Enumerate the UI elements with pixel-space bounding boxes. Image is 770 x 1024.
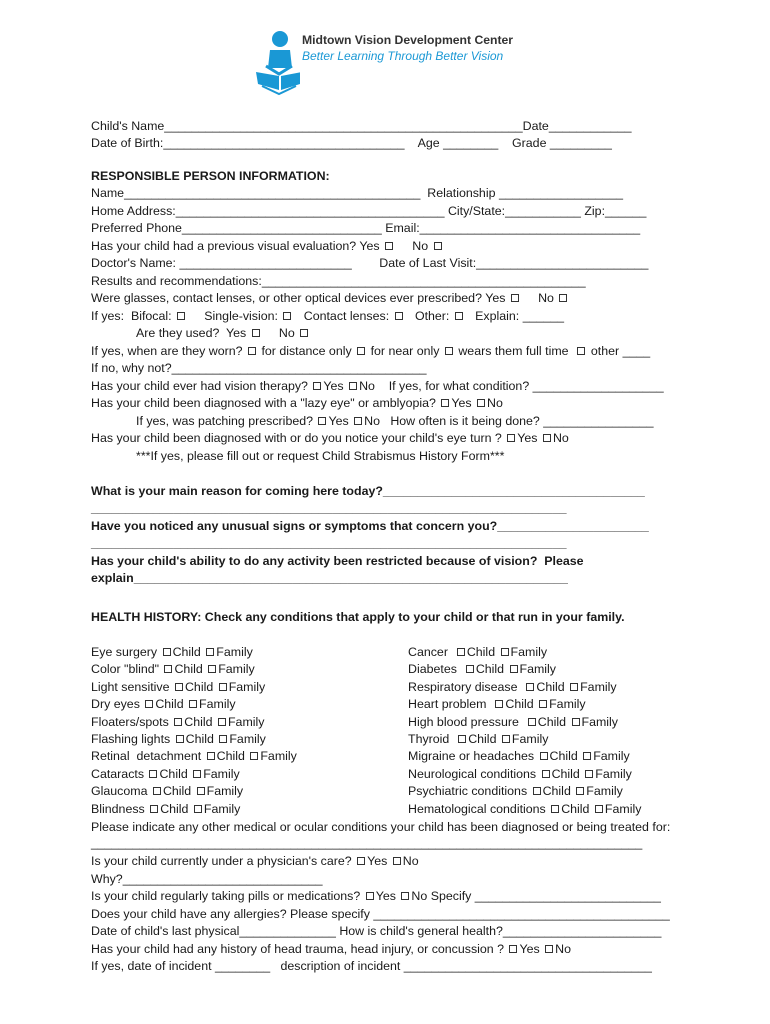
- no-label: No: [411, 889, 428, 903]
- therapy-row: [91, 379, 664, 394]
- child-label: Child: [155, 697, 184, 712]
- logo: [252, 28, 512, 98]
- checkbox[interactable]: [395, 312, 403, 320]
- child-label: Child: [184, 714, 213, 729]
- checkbox[interactable]: [434, 242, 442, 250]
- how-often-field[interactable]: ________________: [543, 414, 654, 428]
- condition-label: Dry eyes: [91, 697, 140, 712]
- condition-row: [91, 680, 265, 695]
- condition-label: Eye surgery: [91, 645, 158, 659]
- family-label: Family: [586, 784, 623, 799]
- condition-row: [408, 697, 586, 712]
- doctors-name-field[interactable]: _________________________: [179, 256, 352, 270]
- family-checkbox[interactable]: [219, 735, 227, 743]
- yes-label: Yes: [328, 414, 349, 428]
- name-label: Name: [91, 186, 125, 200]
- condition-row: [91, 697, 236, 712]
- checkbox[interactable]: [477, 399, 485, 407]
- child-checkbox[interactable]: [458, 735, 466, 743]
- family-label: Family: [260, 749, 297, 764]
- no-label: No: [412, 239, 429, 253]
- age-label: Age: [417, 136, 440, 150]
- condition-row: [91, 715, 264, 730]
- org-name: Midtown Vision Development Center: [302, 33, 514, 47]
- date-label: Date: [522, 119, 549, 133]
- no-label: No: [487, 396, 503, 410]
- child-label: Child: [549, 749, 578, 764]
- therapy-question: Has your child ever had vision therapy?: [91, 379, 308, 393]
- condition-label: Flashing lights: [91, 732, 171, 746]
- other-conditions-line[interactable]: ________________________________________________________________________________: [91, 836, 643, 850]
- condition-label: Diabetes: [408, 662, 461, 677]
- family-label: Family: [203, 801, 241, 816]
- email-label: Email:: [385, 221, 420, 235]
- child-label: Child: [561, 801, 590, 816]
- date-field[interactable]: ____________: [548, 119, 632, 133]
- family-label: Family: [593, 749, 630, 764]
- relationship-label: Relationship: [427, 186, 496, 200]
- yes-label: Yes: [451, 396, 472, 410]
- child-label: Child: [475, 662, 505, 677]
- contact-lenses-label: Contact lenses:: [303, 309, 390, 323]
- explain-field[interactable]: _______________________________________________________________: [133, 571, 568, 585]
- no-label: No: [364, 414, 380, 428]
- condition-row: [408, 749, 630, 764]
- glasses-question: Were glasses, contact lenses, or other optical devices ever prescribed?: [91, 291, 482, 305]
- why-row: [91, 872, 323, 887]
- child-checkbox[interactable]: [145, 700, 153, 708]
- incident-row: [91, 959, 652, 974]
- family-checkbox[interactable]: [595, 805, 603, 813]
- condition-label: Thyroid: [408, 732, 453, 746]
- doctors-name-label: Doctor's Name:: [91, 256, 176, 270]
- condition-row: [408, 802, 641, 817]
- used-question: Are they used?: [136, 326, 220, 340]
- checkbox[interactable]: [559, 294, 567, 302]
- bifocal-label: Bifocal:: [130, 309, 172, 323]
- checkbox[interactable]: [252, 329, 260, 337]
- how-often-label: How often is it being done?: [390, 414, 540, 428]
- childs-name-label: Child's Name: [91, 119, 165, 133]
- checkbox[interactable]: [300, 329, 308, 337]
- relationship-field[interactable]: __________________: [498, 186, 623, 200]
- condition-label: Hematological conditions: [408, 801, 546, 816]
- why-field[interactable]: _____________________________: [122, 872, 323, 886]
- reading-child-logo-icon: [252, 28, 300, 96]
- condition-label: Light sensitive: [91, 679, 170, 694]
- zip-field[interactable]: ______: [605, 204, 647, 218]
- grade-field[interactable]: _________: [549, 136, 612, 150]
- condition-label: Retinal detachment: [91, 749, 202, 764]
- condition-row: [91, 767, 240, 782]
- distance-label: for distance only: [261, 344, 352, 358]
- family-label: Family: [595, 766, 632, 781]
- family-checkbox[interactable]: [208, 665, 216, 673]
- incident-date-field[interactable]: ________: [215, 959, 271, 973]
- email-field[interactable]: ________________________________: [419, 221, 641, 235]
- no-label: No: [402, 854, 419, 868]
- main-reason-row: [91, 484, 645, 499]
- child-label: Child: [468, 732, 497, 746]
- physician-question: Is your child currently under a physician's care?: [91, 854, 352, 868]
- checkbox[interactable]: [366, 892, 374, 900]
- checkbox[interactable]: [349, 382, 357, 390]
- yes-label: Yes: [226, 326, 247, 340]
- checkbox[interactable]: [357, 347, 365, 355]
- used-row: [136, 326, 310, 341]
- family-checkbox[interactable]: [218, 718, 226, 726]
- child-checkbox[interactable]: [174, 718, 182, 726]
- child-checkbox[interactable]: [533, 787, 541, 795]
- phone-field[interactable]: _____________________________: [181, 221, 382, 235]
- condition-row: [408, 784, 623, 799]
- checkbox[interactable]: [543, 434, 551, 442]
- family-label: Family: [604, 801, 642, 816]
- no-label: No: [555, 942, 571, 956]
- checkbox[interactable]: [545, 945, 553, 953]
- checkbox[interactable]: [577, 347, 585, 355]
- child-label: Child: [185, 732, 214, 746]
- family-label: Family: [203, 766, 240, 781]
- yes-label: Yes: [485, 291, 506, 305]
- condition-row: [91, 732, 266, 747]
- condition-label: Psychiatric conditions: [408, 784, 528, 799]
- child-checkbox[interactable]: [150, 805, 158, 813]
- org-tagline: Better Learning Through Better Vision: [302, 49, 504, 63]
- family-label: Family: [229, 732, 266, 746]
- eye-turn-question: Has your child been diagnosed with or do you notice your child's eye turn ?: [91, 431, 502, 445]
- child-checkbox[interactable]: [163, 648, 171, 656]
- main-reason-question: What is your main reason for coming here today?: [91, 484, 383, 498]
- child-label: Child: [536, 679, 565, 694]
- family-label: Family: [216, 645, 253, 659]
- condition-label: Migraine or headaches: [408, 749, 535, 764]
- child-label: Child: [466, 645, 496, 659]
- child-label: Child: [162, 784, 192, 799]
- child-checkbox[interactable]: [457, 648, 465, 656]
- signs-field[interactable]: ______________________: [497, 519, 649, 533]
- allergies-question: Does your child have any allergies? Please specify: [91, 907, 370, 921]
- family-checkbox[interactable]: [206, 648, 214, 656]
- other-label: Other:: [414, 309, 450, 323]
- last-visit-field[interactable]: _________________________: [476, 256, 649, 270]
- child-checkbox[interactable]: [542, 770, 550, 778]
- family-label: Family: [511, 732, 549, 746]
- child-checkbox[interactable]: [149, 770, 157, 778]
- child-checkbox[interactable]: [540, 752, 548, 760]
- condition-label: High blood pressure: [408, 714, 523, 729]
- child-checkbox[interactable]: [551, 805, 559, 813]
- incident-description-label: description of incident: [280, 959, 401, 973]
- phone-label: Preferred Phone: [91, 221, 182, 235]
- yes-label: Yes: [359, 239, 380, 253]
- family-label: Family: [206, 784, 244, 799]
- condition-row: [408, 680, 617, 695]
- main-reason-field[interactable]: ______________________________________: [382, 484, 645, 498]
- signs-line[interactable]: _____________________________________________________________________: [91, 536, 567, 550]
- family-checkbox[interactable]: [585, 770, 593, 778]
- yes-label: Yes: [517, 431, 538, 445]
- restricted-question: Has your child's ability to do any activity been restricted because of vision? Please: [91, 554, 584, 568]
- yes-label: Yes: [519, 942, 540, 956]
- why-label: Why?: [91, 872, 123, 886]
- single-vision-label: Single-vision:: [204, 309, 278, 323]
- doctor-row: [91, 256, 648, 271]
- lens-type-row: [91, 309, 564, 324]
- child-checkbox[interactable]: [528, 718, 536, 726]
- responsible-title: RESPONSIBLE PERSON INFORMATION:: [91, 169, 330, 183]
- condition-row: [91, 784, 243, 799]
- family-checkbox[interactable]: [189, 700, 197, 708]
- checkbox[interactable]: [401, 892, 409, 900]
- condition-label: Floaters/spots: [91, 714, 169, 729]
- specify-label: Specify: [430, 889, 472, 903]
- family-label: Family: [580, 679, 617, 694]
- other-field[interactable]: ____: [622, 344, 651, 358]
- family-label: Family: [549, 697, 586, 712]
- family-label: Family: [519, 662, 556, 677]
- family-checkbox[interactable]: [194, 805, 202, 813]
- why-not-field[interactable]: _____________________________________: [171, 361, 427, 375]
- family-checkbox[interactable]: [576, 787, 584, 795]
- prev-eval-question: Has your child had a previous visual evaluation?: [91, 239, 357, 253]
- strabismus-note: ***If yes, please fill out or request Child Strabismus History Form***: [136, 449, 505, 463]
- childs-name-field[interactable]: ____________________________________________________: [164, 119, 523, 133]
- family-checkbox[interactable]: [570, 683, 578, 691]
- specify-field[interactable]: ___________________________: [474, 889, 661, 903]
- prev-eval-row: [91, 239, 444, 254]
- pills-question: Is your child regularly taking pills or medications?: [91, 889, 361, 903]
- condition-label: Blindness: [91, 801, 145, 816]
- condition-label: Neurological conditions: [408, 766, 537, 781]
- condition-label: Cataracts: [91, 766, 145, 781]
- general-health-field[interactable]: _______________________: [502, 924, 662, 938]
- allergies-row: [91, 907, 670, 922]
- worn-row: [91, 344, 650, 359]
- last-physical-label: Date of child's last physical: [91, 924, 240, 938]
- city-state-label: City/State:: [447, 204, 506, 218]
- checkbox[interactable]: [509, 945, 517, 953]
- checkbox[interactable]: [385, 242, 393, 250]
- allergies-field[interactable]: ___________________________________________: [373, 907, 670, 921]
- family-label: Family: [510, 645, 548, 659]
- address-row: [91, 204, 646, 219]
- family-checkbox[interactable]: [572, 718, 580, 726]
- patching-question: If yes, was patching prescribed?: [136, 414, 314, 428]
- family-checkbox[interactable]: [502, 735, 510, 743]
- near-label: for near only: [370, 344, 440, 358]
- family-label: Family: [227, 714, 265, 729]
- checkbox[interactable]: [283, 312, 291, 320]
- child-label: Child: [551, 766, 580, 781]
- family-checkbox[interactable]: [539, 700, 547, 708]
- if-yes-label: If yes:: [91, 309, 125, 323]
- family-checkbox[interactable]: [583, 752, 591, 760]
- results-field[interactable]: _______________________________________________: [261, 274, 586, 288]
- name-field[interactable]: ___________________________________________: [124, 186, 421, 200]
- checkbox[interactable]: [507, 434, 515, 442]
- zip-label: Zip:: [584, 204, 606, 218]
- incident-description-field[interactable]: ____________________________________: [403, 959, 652, 973]
- condition-row: [408, 645, 547, 660]
- child-label: Child: [160, 801, 189, 816]
- checkbox[interactable]: [455, 312, 463, 320]
- health-history-title: HEALTH HISTORY: Check any conditions that apply to your child or that run in your family.: [91, 610, 625, 624]
- results-label: Results and recommendations:: [91, 274, 262, 288]
- condition-row: [408, 715, 618, 730]
- condition-label: Color "blind": [91, 662, 160, 677]
- family-label: Family: [218, 662, 255, 677]
- last-visit-label: Date of Last Visit:: [379, 256, 477, 270]
- child-checkbox[interactable]: [176, 735, 184, 743]
- incident-date-label: If yes, date of incident: [91, 959, 212, 973]
- pills-row: [91, 889, 661, 904]
- family-checkbox[interactable]: [193, 770, 201, 778]
- general-health-label: How is child's general health?: [339, 924, 503, 938]
- grade-label: Grade: [512, 136, 547, 150]
- condition-row: [91, 749, 297, 764]
- name-row: [91, 186, 623, 201]
- dob-row: [91, 136, 612, 151]
- child-checkbox[interactable]: [153, 787, 161, 795]
- child-checkbox[interactable]: [495, 700, 503, 708]
- family-checkbox[interactable]: [197, 787, 205, 795]
- why-not-row: [91, 361, 427, 376]
- checkbox[interactable]: [445, 347, 453, 355]
- family-checkbox[interactable]: [250, 752, 258, 760]
- checkbox[interactable]: [511, 294, 519, 302]
- condition-row: [91, 802, 240, 817]
- child-label: Child: [505, 697, 534, 712]
- last-physical-field[interactable]: ______________: [239, 924, 336, 938]
- main-reason-line[interactable]: _____________________________________________________________________: [91, 501, 567, 515]
- family-checkbox[interactable]: [219, 683, 227, 691]
- phone-row: [91, 221, 640, 236]
- child-label: Child: [216, 749, 245, 764]
- family-label: Family: [228, 679, 266, 694]
- childs-name-row: [91, 119, 632, 134]
- physical-row: [91, 924, 661, 939]
- explain-label: explain: [91, 571, 134, 585]
- checkbox[interactable]: [393, 857, 401, 865]
- what-condition-label: If yes, for what condition?: [388, 379, 530, 393]
- yes-label: Yes: [375, 889, 396, 903]
- child-label: Child: [542, 784, 571, 799]
- explain-label: Explain:: [475, 309, 520, 323]
- child-checkbox[interactable]: [164, 665, 172, 673]
- explain-row: [91, 571, 568, 586]
- other-label: other: [590, 344, 620, 358]
- no-label: No: [552, 431, 569, 445]
- condition-field[interactable]: ___________________: [532, 379, 664, 393]
- physician-row: [91, 854, 419, 869]
- child-checkbox[interactable]: [466, 665, 474, 673]
- glasses-row: [91, 291, 569, 306]
- child-label: Child: [184, 679, 214, 694]
- address-label: Home Address:: [91, 204, 176, 218]
- eye-turn-row: [91, 431, 569, 446]
- city-state-field[interactable]: ___________: [505, 204, 581, 218]
- checkbox[interactable]: [248, 347, 256, 355]
- full-time-label: wears them full time: [458, 344, 569, 358]
- results-row: [91, 274, 586, 289]
- checkbox[interactable]: [441, 399, 449, 407]
- family-label: Family: [199, 697, 236, 712]
- no-label: No: [359, 379, 375, 393]
- condition-label: Cancer: [408, 645, 452, 659]
- child-checkbox[interactable]: [526, 683, 534, 691]
- patching-row: [136, 414, 654, 429]
- address-field[interactable]: _______________________________________: [175, 204, 445, 218]
- child-label: Child: [174, 662, 203, 677]
- family-checkbox[interactable]: [510, 665, 518, 673]
- condition-row: [408, 662, 556, 677]
- no-label: No: [278, 326, 295, 340]
- lazy-eye-row: [91, 396, 503, 411]
- checkbox[interactable]: [354, 417, 362, 425]
- age-field[interactable]: ________: [443, 136, 499, 150]
- head-trauma-row: [91, 942, 571, 957]
- condition-row: [91, 645, 253, 660]
- family-label: Family: [581, 714, 618, 729]
- no-label: No: [538, 291, 554, 305]
- other-conditions-question: Please indicate any other medical or ocular conditions your child has been diagnosed or being treated for:: [91, 820, 671, 834]
- condition-label: Glaucoma: [91, 784, 148, 799]
- condition-row: [91, 662, 255, 677]
- condition-label: Respiratory disease: [408, 679, 521, 694]
- family-checkbox[interactable]: [501, 648, 509, 656]
- lazy-eye-question: Has your child been diagnosed with a "lazy eye" or amblyopia?: [91, 396, 436, 410]
- checkbox[interactable]: [318, 417, 326, 425]
- head-trauma-question: Has your child had any history of head trauma, head injury, or concussion ?: [91, 942, 505, 956]
- child-label: Child: [172, 645, 201, 659]
- why-not-label: If no, why not?: [91, 361, 172, 375]
- condition-label: Heart problem: [408, 697, 490, 712]
- yes-label: Yes: [323, 379, 344, 393]
- dob-field[interactable]: ___________________________________: [163, 136, 405, 150]
- condition-row: [408, 767, 632, 782]
- child-label: Child: [159, 766, 188, 781]
- yes-label: Yes: [367, 854, 388, 868]
- child-checkbox[interactable]: [175, 683, 183, 691]
- condition-row: [408, 732, 548, 747]
- signs-question: Have you noticed any unusual signs or symptoms that concern you?: [91, 519, 498, 533]
- dob-label: Date of Birth:: [91, 136, 164, 150]
- checkbox[interactable]: [313, 382, 321, 390]
- explain-field[interactable]: ______: [522, 309, 565, 323]
- checkbox[interactable]: [357, 857, 365, 865]
- signs-row: [91, 519, 649, 534]
- child-checkbox[interactable]: [207, 752, 215, 760]
- checkbox[interactable]: [177, 312, 185, 320]
- child-label: Child: [537, 714, 567, 729]
- worn-question: If yes, when are they worn?: [91, 344, 243, 358]
